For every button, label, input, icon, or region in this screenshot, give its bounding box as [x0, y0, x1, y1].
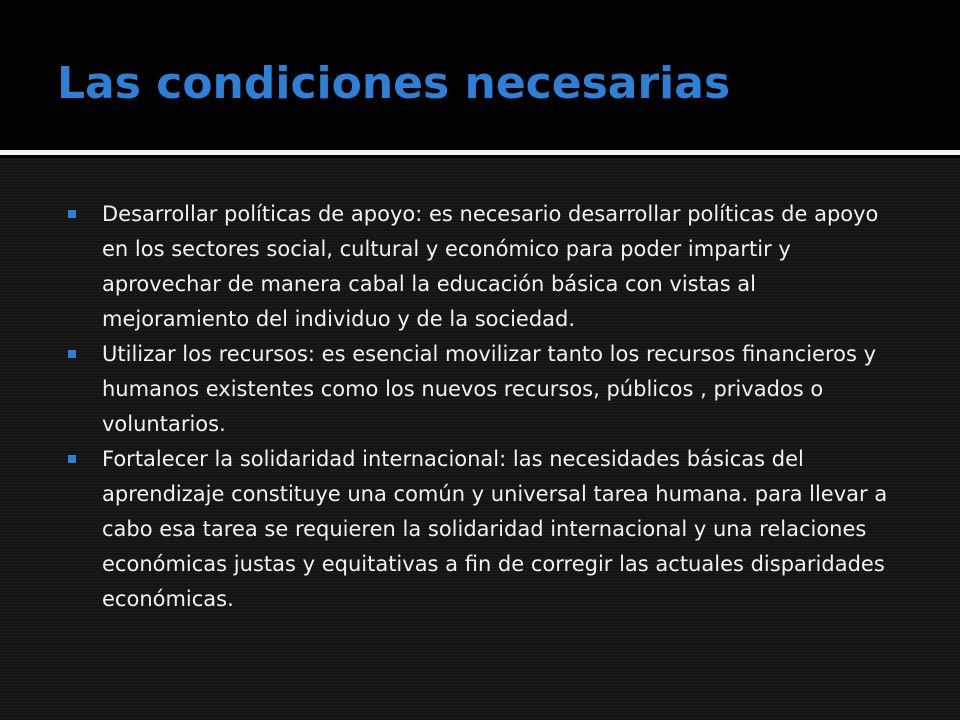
bullet-item: [68, 337, 908, 442]
square-bullet-icon: [68, 455, 76, 463]
title-divider-shadow: [0, 155, 960, 158]
bullet-text: Fortalecer la solidaridad internacional: las necesidades básicas del aprendizaje constituye una común y universal tarea humana. para llevar a cabo esa tarea se requieren la solidaridad internacional y una relaciones económicas justas y equitativas a fin de corregir las actuales disparidades económicas.: [102, 447, 888, 611]
square-bullet-icon: [68, 210, 76, 218]
title-bar: [0, 0, 960, 150]
bullet-item: [68, 197, 908, 337]
bullet-list: [68, 197, 908, 617]
square-bullet-icon: [68, 350, 76, 358]
bullet-text: Utilizar los recursos: es esencial movilizar tanto los recursos financieros y humanos existentes como los nuevos recursos, públicos , privados o voluntarios.: [102, 342, 877, 436]
bullet-item: [68, 442, 908, 617]
bullet-text: Desarrollar políticas de apoyo: es necesario desarrollar políticas de apoyo en los sectores social, cultural y económico para poder impartir y aprovechar de manera cabal la educación básica con vistas al mejoramiento del individuo y de la sociedad.: [102, 202, 879, 331]
slide-title: Las condiciones necesarias: [57, 58, 731, 109]
